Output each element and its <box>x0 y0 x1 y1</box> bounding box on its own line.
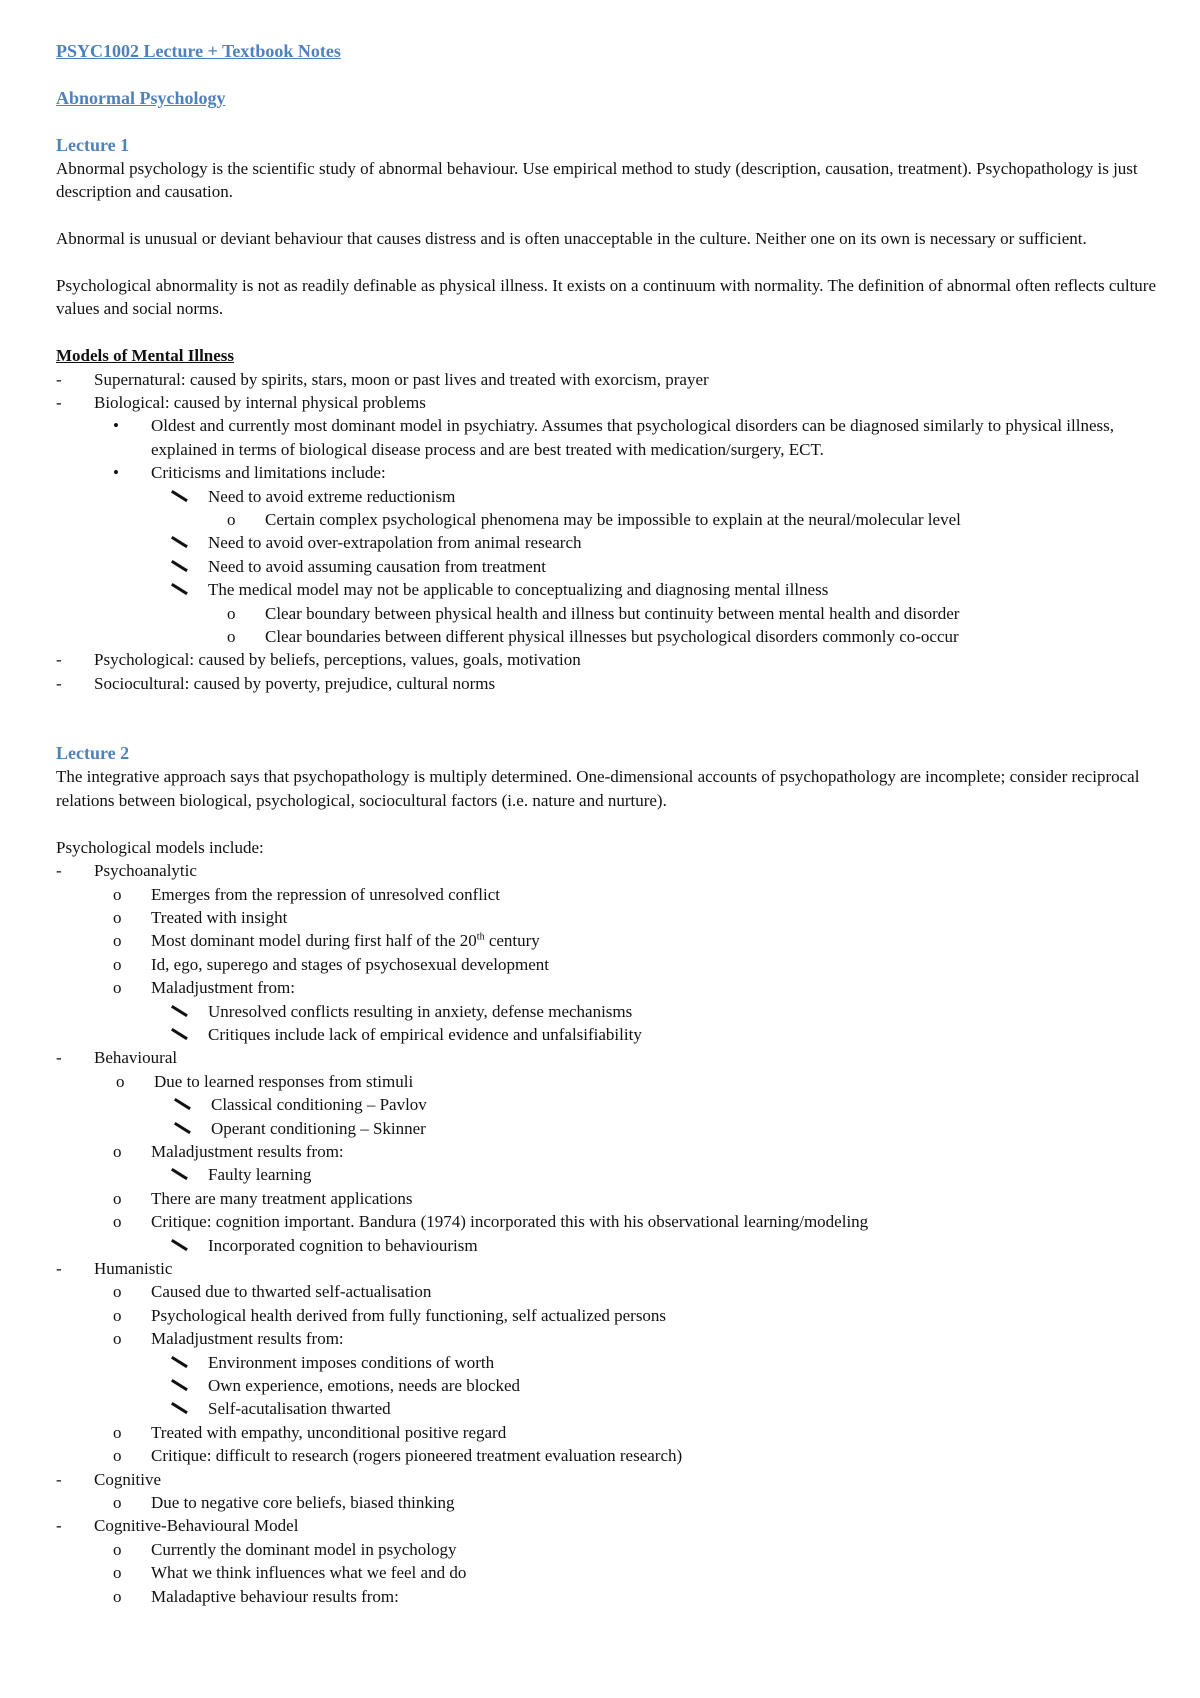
list-item-text: Oldest and currently most dominant model in psychiatry. Assumes that psychological disorders can be diagnosed similarly to physical illness, explained in terms of biological disease process and are best treated with medication/surgery, ECT. <box>151 416 1115 459</box>
list-item <box>56 578 1156 601</box>
list-item-text: Treated with empathy, unconditional positive regard <box>151 1422 507 1442</box>
arrow-bullet-icon <box>169 1025 191 1044</box>
list-item <box>56 1421 1156 1444</box>
list-item-text: Own experience, emotions, needs are blocked <box>208 1376 521 1396</box>
circle-marker: o <box>113 1282 122 1302</box>
list-item-text: Psychoanalytic <box>94 861 197 881</box>
arrow-bullet-icon <box>169 581 191 600</box>
arrow-bullet-icon <box>169 1376 191 1395</box>
list-item <box>56 1163 1156 1186</box>
list-item <box>56 1514 1156 1537</box>
list-item-text: Cognitive <box>94 1469 162 1489</box>
paragraph: Abnormal psychology is the scientific study of abnormal behaviour. Use empirical method to study (description, causation, treatment). Psychopathology is just description and causation. <box>56 159 1138 202</box>
list-item <box>56 1257 1156 1280</box>
circle-marker: o <box>113 1305 122 1325</box>
paragraph: The integrative approach says that psychopathology is multiply determined. One-dimensional accounts of psychopathology are incomplete; consider reciprocal relations between biological, psychological, sociocultural factors (i.e. nature and nurture). <box>56 767 1140 810</box>
dash-marker: - <box>56 650 62 670</box>
text-fragment: Most dominant model during first half of the 20 <box>151 931 477 951</box>
list-item <box>56 1374 1156 1397</box>
dash-marker: - <box>56 393 62 413</box>
list-item-text: Cognitive-Behavioural Model <box>94 1516 299 1536</box>
list-item-text: Critique: difficult to research (rogers pioneered treatment evaluation research) <box>151 1446 683 1466</box>
arrow-bullet-icon <box>169 534 191 553</box>
list-item-text: Due to negative core beliefs, biased thinking <box>151 1493 455 1513</box>
list-item <box>56 1187 1156 1210</box>
circle-marker: o <box>116 1071 125 1091</box>
list-item-text: Sociocultural: caused by poverty, prejudice, cultural norms <box>94 673 496 693</box>
circle-marker: o <box>113 1329 122 1349</box>
list-item <box>56 1585 1156 1608</box>
list-item-text: Clear boundaries between different physical illnesses but psychological disorders commonly co-occur <box>265 627 959 647</box>
circle-marker: o <box>113 1212 122 1232</box>
list-item-text: Biological: caused by internal physical problems <box>94 393 426 413</box>
list-item-text: Need to avoid over-extrapolation from animal research <box>208 533 582 553</box>
list-item <box>56 1046 1156 1069</box>
list-item <box>56 625 1156 648</box>
circle-marker: o <box>113 1563 122 1583</box>
list-item-text: Id, ego, superego and stages of psychosexual development <box>151 954 549 974</box>
list-item <box>56 602 1156 625</box>
circle-marker: o <box>113 931 122 951</box>
circle-marker: o <box>113 1539 122 1559</box>
list-item <box>56 1304 1156 1327</box>
dash-marker: - <box>56 1516 62 1536</box>
document-page <box>56 40 1156 1608</box>
list-item <box>56 1351 1156 1374</box>
list-item-text: Classical conditioning – Pavlov <box>211 1095 427 1115</box>
circle-marker: o <box>113 1586 122 1606</box>
list-item <box>56 1023 1156 1046</box>
arrow-bullet-icon <box>172 1096 194 1115</box>
list-item <box>56 508 1156 531</box>
list-item-text: Humanistic <box>94 1259 173 1278</box>
dash-marker: - <box>56 673 62 693</box>
circle-marker: o <box>227 510 236 530</box>
lecture-2-heading: Lecture 2 <box>56 743 130 764</box>
paragraph: Psychological models include: <box>56 837 264 857</box>
list-item <box>56 1444 1156 1467</box>
list-item <box>56 1491 1156 1514</box>
list-item-text: Need to avoid extreme reductionism <box>208 486 456 506</box>
list-item <box>56 1468 1156 1491</box>
list-item-text: Maladjustment results from: <box>151 1329 344 1349</box>
list-item <box>56 929 1156 952</box>
list-item <box>56 906 1156 929</box>
superscript: th <box>476 931 485 943</box>
list-item <box>56 414 1156 461</box>
dash-marker: - <box>56 1469 62 1489</box>
list-item-text: Incorporated cognition to behaviourism <box>208 1235 478 1255</box>
arrow-bullet-icon <box>169 557 191 576</box>
list-item-text: Clear boundary between physical health and illness but continuity between mental health and disorder <box>265 603 960 623</box>
list-item <box>56 859 1156 882</box>
list-item-text: Maladjustment from: <box>151 978 296 998</box>
list-item <box>56 1538 1156 1561</box>
list-item-text: Need to avoid assuming causation from treatment <box>208 556 547 576</box>
paragraph: Psychological abnormality is not as readily definable as physical illness. It exists on a continuum with normality. The definition of abnormal often reflects culture values and social norms. <box>56 276 1157 319</box>
list-item <box>56 555 1156 578</box>
list-item <box>56 1117 1156 1140</box>
text-fragment: century <box>484 931 540 951</box>
list-item <box>56 1397 1156 1420</box>
arrow-bullet-icon <box>169 487 191 506</box>
list-item-text: Critique: cognition important. Bandura (1974) incorporated this with his observational learning/modeling <box>151 1212 869 1232</box>
list-item-text: Faulty learning <box>208 1165 312 1185</box>
list-item-text: Treated with insight <box>151 907 288 927</box>
circle-marker: o <box>113 1188 122 1208</box>
list-item-text: Maladjustment results from: <box>151 1141 344 1161</box>
dash-marker: - <box>56 861 62 881</box>
list-item <box>56 1093 1156 1116</box>
list-item-text: Due to learned responses from stimuli <box>154 1071 414 1091</box>
list-item-text: Certain complex psychological phenomena may be impossible to explain at the neural/molecular level <box>265 510 961 530</box>
list-item-text: Caused due to thwarted self-actualisation <box>151 1282 432 1302</box>
list-item-text: Currently the dominant model in psychology <box>151 1539 457 1559</box>
bullet-marker: • <box>113 416 119 436</box>
list-item-text: Maladaptive behaviour results from: <box>151 1586 399 1606</box>
circle-marker: o <box>113 1422 122 1442</box>
list-item <box>56 1210 1156 1233</box>
dash-marker: - <box>56 369 62 389</box>
list-item-text <box>151 931 540 950</box>
paragraph: Abnormal is unusual or deviant behaviour that causes distress and is often unacceptable in the culture. Neither one on its own is necessary or sufficient. <box>56 229 1087 249</box>
list-item <box>56 648 1156 671</box>
dash-marker: - <box>56 1048 62 1068</box>
list-item <box>56 1561 1156 1584</box>
list-item <box>56 531 1156 554</box>
section-title: Abnormal Psychology <box>56 87 226 108</box>
arrow-bullet-icon <box>169 1400 191 1419</box>
list-item <box>56 883 1156 906</box>
lecture-1-heading: Lecture 1 <box>56 134 130 155</box>
list-item-text: There are many treatment applications <box>151 1188 413 1208</box>
list-item-text: Critiques include lack of empirical evidence and unfalsifiability <box>208 1024 642 1044</box>
circle-marker: o <box>227 603 236 623</box>
arrow-bullet-icon <box>172 1119 194 1138</box>
arrow-bullet-icon <box>169 1236 191 1255</box>
list-item-text: Criticisms and limitations include: <box>151 463 386 483</box>
arrow-bullet-icon <box>169 1166 191 1185</box>
list-item <box>56 672 1156 695</box>
list-item <box>56 1140 1156 1163</box>
list-item-text: The medical model may not be applicable to conceptualizing and diagnosing mental illness <box>208 580 829 600</box>
list-item <box>56 461 1156 484</box>
bullet-marker: • <box>113 463 119 483</box>
list-item-text: What we think influences what we feel and do <box>151 1563 467 1583</box>
list-item <box>56 976 1156 999</box>
circle-marker: o <box>113 907 122 927</box>
list-item <box>56 391 1156 414</box>
list-item-text: Operant conditioning – Skinner <box>211 1118 426 1138</box>
list-item <box>56 485 1156 508</box>
list-item <box>56 1280 1156 1303</box>
list-item-text: Supernatural: caused by spirits, stars, moon or past lives and treated with exorcism, prayer <box>94 369 709 389</box>
list-item-text: Self-acutalisation thwarted <box>208 1399 391 1419</box>
list-item <box>56 1070 1156 1093</box>
circle-marker: o <box>113 978 122 998</box>
list-item-text: Unresolved conflicts resulting in anxiety, defense mechanisms <box>208 1001 633 1021</box>
document-title: PSYC1002 Lecture + Textbook Notes <box>56 41 341 61</box>
models-heading: Models of Mental Illness <box>56 346 235 366</box>
list-item <box>56 1000 1156 1023</box>
list-item <box>56 1234 1156 1257</box>
dash-marker: - <box>56 1259 62 1278</box>
circle-marker: o <box>113 1446 122 1466</box>
circle-marker: o <box>227 627 236 647</box>
arrow-bullet-icon <box>169 1002 191 1021</box>
circle-marker: o <box>113 1493 122 1513</box>
circle-marker: o <box>113 884 122 904</box>
list-item <box>56 953 1156 976</box>
list-item-text: Psychological health derived from fully functioning, self actualized persons <box>151 1305 667 1325</box>
list-item <box>56 368 1156 391</box>
list-item-text: Behavioural <box>94 1048 178 1068</box>
list-item-text: Environment imposes conditions of worth <box>208 1352 495 1372</box>
circle-marker: o <box>113 954 122 974</box>
arrow-bullet-icon <box>169 1353 191 1372</box>
circle-marker: o <box>113 1141 122 1161</box>
list-item <box>56 1327 1156 1350</box>
list-item-text: Psychological: caused by beliefs, perceptions, values, goals, motivation <box>94 650 581 670</box>
list-item-text: Emerges from the repression of unresolved conflict <box>151 884 501 904</box>
